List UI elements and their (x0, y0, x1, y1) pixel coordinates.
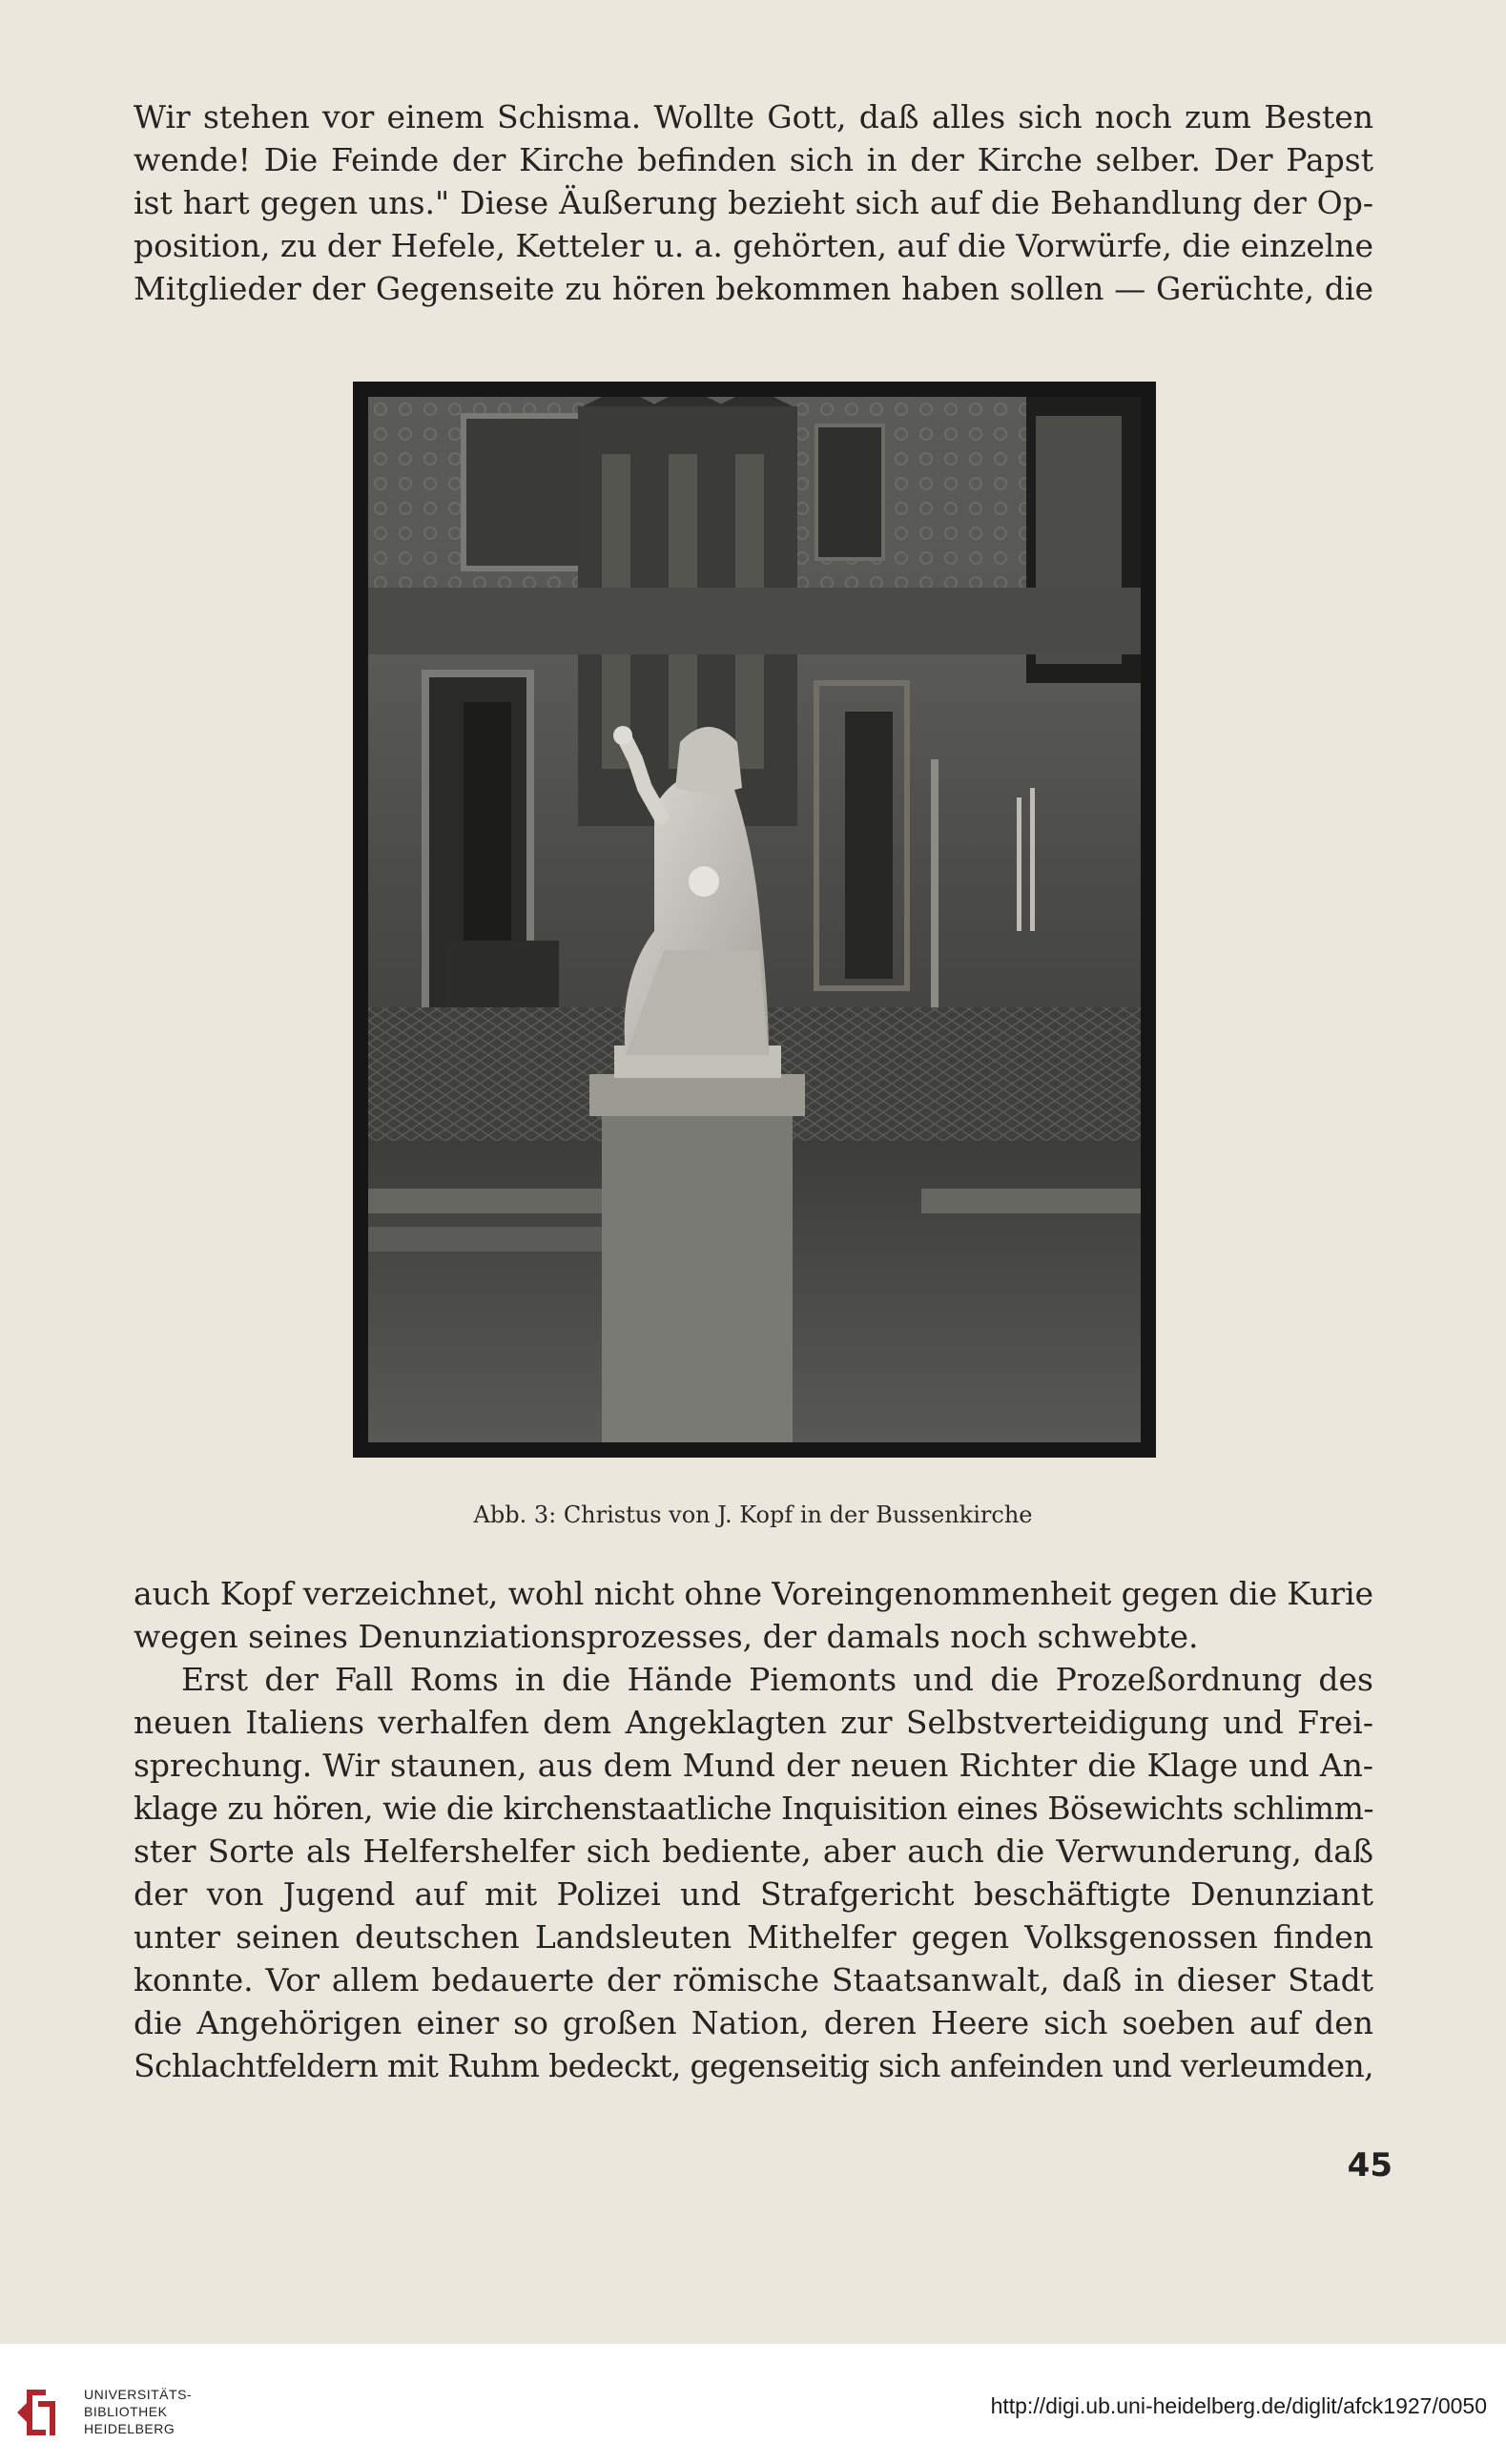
text-line: der von Jugend auf mit Polizei und Strafgericht beschäftigte Denunziant (134, 1875, 1373, 1913)
library-name-line: BIBLIOTHEK (84, 2404, 168, 2419)
library-name (84, 2386, 192, 2437)
text-line: wende! Die Feinde der Kirche befinden sich in der Kirche selber. Der Papst (134, 141, 1373, 178)
text-line: unter seinen deutschen Landsleuten Mithelfer gegen Volksgenossen finden (134, 1918, 1373, 1956)
figure-caption: Abb. 3: Christus von J. Kopf in der Bussenkirche (473, 1501, 1033, 1528)
text-line: ist hart gegen uns." Diese Äußerung bezieht sich auf die Behandlung der Op- (134, 184, 1373, 221)
text-line: wegen seines Denunziationsprozesses, der damals noch schwebte. (134, 1618, 1199, 1655)
text-line: die Angehörigen einer so großen Nation, deren Heere sich soeben auf den (134, 2004, 1373, 2041)
christ-statue-photo (368, 397, 1141, 1442)
text-line: konnte. Vor allem bedauerte der römische Staatsanwalt, daß in dieser Stadt (134, 1961, 1373, 1998)
text-line: Erst der Fall Roms in die Hände Piemonts und die Prozeßordnung des (181, 1661, 1373, 1698)
heidelberg-library-logo-icon (13, 2384, 63, 2441)
text-line: Wir stehen vor einem Schisma. Wollte Gott, daß alles sich noch zum Besten (134, 98, 1373, 135)
text-line: neuen Italiens verhalfen dem Angeklagten zur Selbstverteidigung und Frei- (134, 1704, 1373, 1741)
text-line: sprechung. Wir staunen, aus dem Mund der neuen Richter die Klage und An- (134, 1747, 1373, 1784)
text-block-top (134, 95, 1373, 310)
library-name-line: UNIVERSITÄTS- (84, 2387, 193, 2402)
text-line: Mitglieder der Gegenseite zu hören bekommen haben sollen — Gerüchte, die (134, 270, 1373, 307)
permalink-url[interactable]: http://digi.ub.uni-heidelberg.de/diglit/afck1927/0050 (990, 2393, 1487, 2418)
digitization-footer (0, 2343, 1506, 2464)
text-block-bottom (134, 1572, 1373, 2087)
text-line: position, zu der Hefele, Ketteler u. a. gehörten, auf die Vorwürfe, die einzelne (134, 227, 1373, 264)
figure-photograph (353, 382, 1156, 1458)
page-number: 45 (1347, 2146, 1393, 2184)
text-line: klage zu hören, wie die kirchenstaatliche Inquisition eines Bösewichts schlimm- (134, 1790, 1373, 1827)
text-line: auch Kopf verzeichnet, wohl nicht ohne Voreingenommenheit gegen die Kurie (134, 1575, 1373, 1612)
text-line: ster Sorte als Helfershelfer sich bediente, aber auch die Verwunderung, daß (134, 1832, 1373, 1870)
library-name-line: HEIDELBERG (84, 2421, 175, 2436)
text-line: Schlachtfeldern mit Ruhm bedeckt, gegenseitig sich anfeinden und verleumden, (134, 2047, 1373, 2084)
